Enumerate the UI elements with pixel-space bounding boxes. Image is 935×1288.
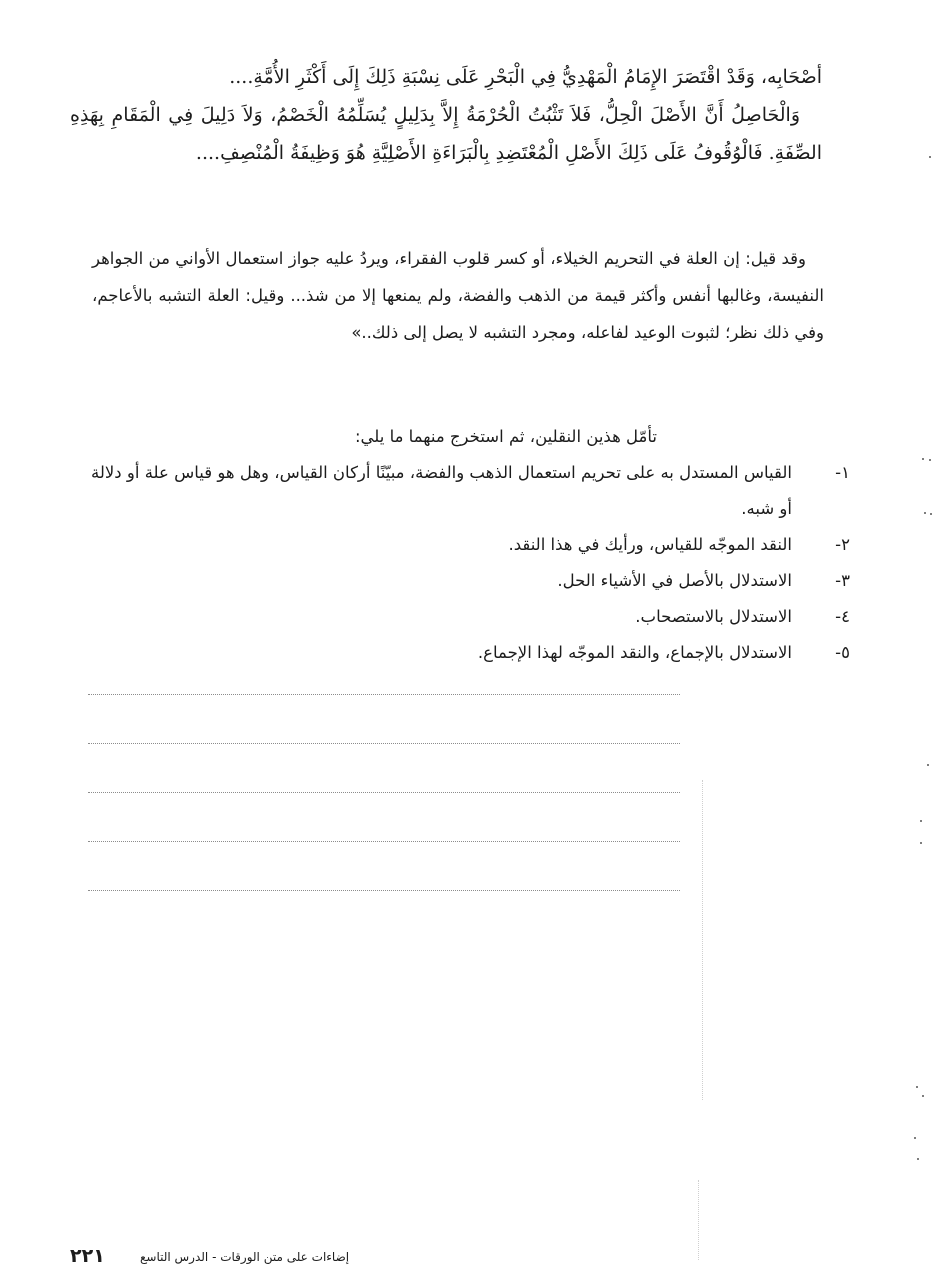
diacritized-quote	[70, 58, 822, 172]
answer-lines	[88, 694, 680, 939]
exercise-item	[90, 563, 850, 599]
item-number: ٥-	[835, 643, 850, 662]
scan-speck	[922, 458, 924, 460]
quote-line-1: أصْحَابِه، وَقَدْ اقْتَصَرَ الإِمَامُ الْمَهْدِيُّ فِي الْبَحْرِ عَلَى نِسْبَةِ ذَلِكَ إِلَى أَكْثَرِ الأُمَّةِ....	[229, 66, 822, 88]
quote-paragraph: وقد قيل: إن العلة في التحريم الخيلاء، أو كسر قلوب الفقراء، ويردُ عليه جواز استعمال الأواني من الجواهر النفيسة، وغالبها أنفس وأكثر قيمة من الذهب والفضة، ولم يمنعها إلا من شذ... وقيل: العلة التشبه بالأعاجم، وفي ذلك نظر؛ لثبوت الوعيد لفاعله، ومجرد التشبه لا يصل إلى ذلك..»	[92, 249, 824, 342]
scan-speck	[920, 842, 922, 844]
scan-speck	[927, 764, 929, 766]
page-footer	[70, 1242, 370, 1272]
item-number: ٣-	[835, 571, 850, 590]
exercise-intro: تأمّل هذين النقلين، ثم استخرج منهما ما يلي:	[354, 427, 657, 446]
scan-speck	[914, 1137, 916, 1139]
scan-speck	[924, 512, 926, 514]
exercise-item	[90, 635, 850, 671]
item-text: النقد الموجّه للقياس، ورأيك في هذا النقد.	[508, 535, 792, 554]
scan-margin-rule	[698, 1180, 699, 1260]
quote-paragraph-2: وَالْحَاصِلُ أَنَّ الأَصْلَ الْحِلُّ، فَلاَ تَثْبُتُ الْحُرْمَةُ إِلاَّ بِدَلِيلٍ يُسَلِّمُهُ الْخَصْمُ، وَلاَ دَلِيلَ فِي الْمَقَامِ بِهَذِهِ الصِّفَةِ. فَالْوُقُوفُ عَلَى ذَلِكَ الأَصْلِ الْمُعْتَضِدِ بِالْبَرَاءَةِ الأَصْلِيَّةِ هُوَ وَظِيفَةُ الْمُنْصِفِ....	[70, 104, 822, 164]
answer-line	[88, 890, 680, 891]
scan-speck	[930, 513, 932, 515]
item-text: القياس المستدل به على تحريم استعمال الذهب والفضة، مبيّنًا أركان القياس، وهل هو قياس علة أو دلالة أو شبه.	[91, 463, 792, 518]
item-text: الاستدلال بالاستصحاب.	[635, 607, 792, 626]
exercise-item	[90, 527, 850, 563]
answer-line	[88, 841, 680, 842]
item-number: ٢-	[835, 535, 850, 554]
scan-speck	[929, 156, 931, 158]
answer-line	[88, 792, 680, 793]
scan-speck	[920, 820, 922, 822]
answer-line	[88, 694, 680, 695]
exercise-item	[90, 599, 850, 635]
scan-margin-rule	[702, 780, 703, 1100]
exercise-item	[90, 455, 850, 527]
scan-speck	[917, 1158, 919, 1160]
item-text: الاستدلال بالأصل في الأشياء الحل.	[557, 571, 792, 590]
exercise-list	[90, 455, 850, 671]
item-text: الاستدلال بالإجماع، والنقد الموجّه لهذا الإجماع.	[477, 643, 792, 662]
running-head: إضاءات على متن الورقات - الدرس التاسع	[140, 1250, 350, 1264]
scan-speck	[922, 1095, 924, 1097]
item-number: ٤-	[835, 607, 850, 626]
page-number: ٢٢١	[70, 1245, 105, 1267]
scan-speck	[929, 459, 931, 461]
item-number: ١-	[835, 463, 850, 482]
answer-line	[88, 743, 680, 744]
scan-speck	[916, 1086, 918, 1088]
plain-quote	[92, 240, 824, 351]
